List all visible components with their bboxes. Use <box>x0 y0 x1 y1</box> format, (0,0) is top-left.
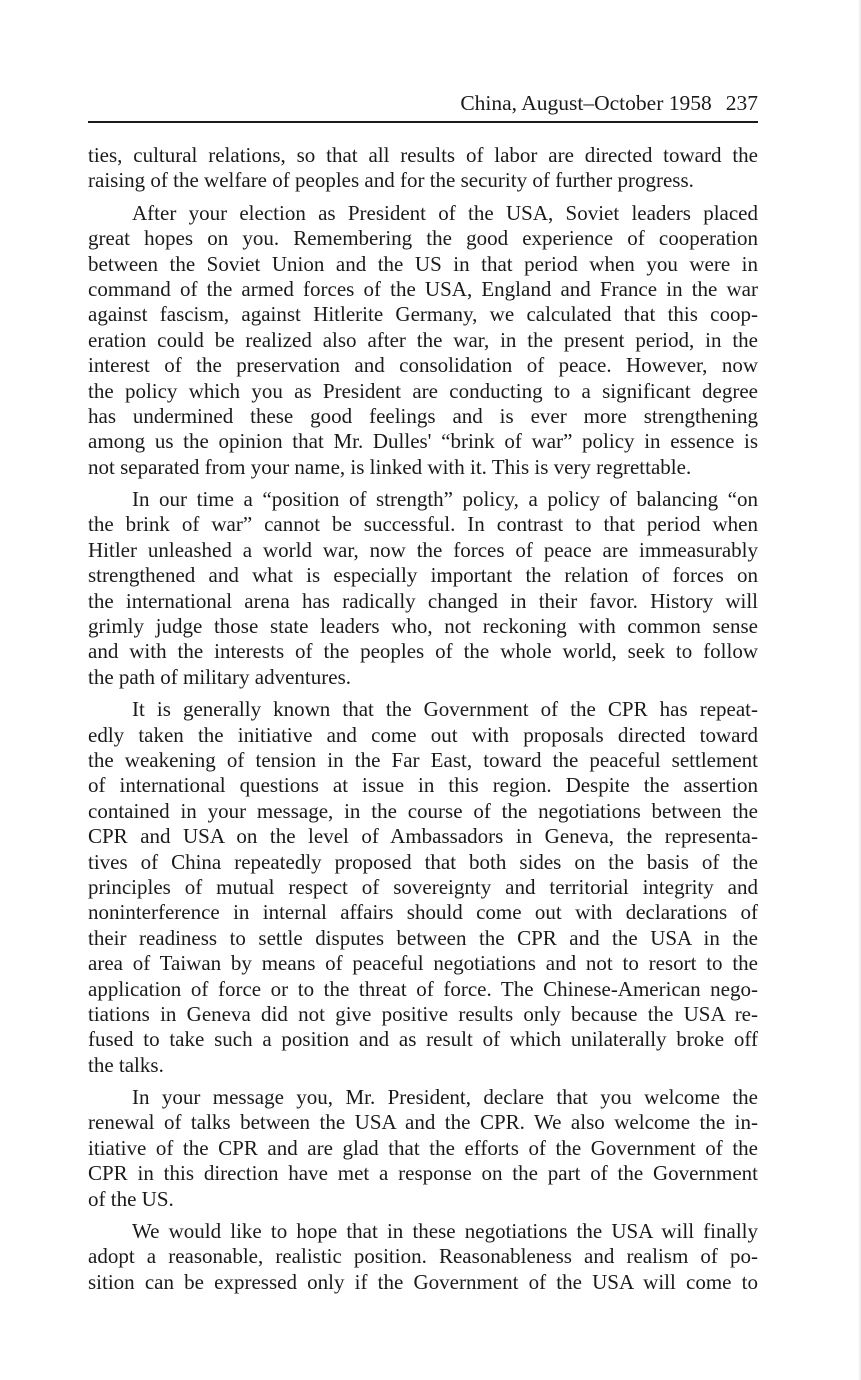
text-line: has undermined these good feelings and is ever more strengthening <box>88 403 758 428</box>
paragraph <box>88 1219 758 1295</box>
text-line: Hitler unleashed a world war, now the forces of peace are immeasurably <box>88 537 758 562</box>
text-line: and with the interests of the peoples of the whole world, seek to follow <box>88 639 758 664</box>
text-line: strengthened and what is especially important the relation of forces on <box>88 563 758 588</box>
paragraph <box>88 201 758 480</box>
text-line: the weakening of tension in the Far East, toward the peaceful settlement <box>88 747 758 772</box>
page-number: 237 <box>725 91 758 115</box>
text-line: After your election as President of the USA, Soviet leaders placed <box>132 200 758 225</box>
text-line: contained in your message, in the course of the negotiations between the <box>88 798 758 823</box>
text-line: interest of the preservation and consolidation of peace. However, now <box>88 353 758 378</box>
text-line: the policy which you as President are conducting to a significant degree <box>88 378 758 403</box>
text-line: against fascism, against Hitlerite Germany, we calculated that this coop- <box>88 302 758 327</box>
text-line: not separated from your name, is linked with it. This is very regrettable. <box>88 454 692 479</box>
text-line: tiations in Geneva did not give positive results only because the USA re- <box>88 1001 758 1026</box>
text-line: between the Soviet Union and the US in that period when you were in <box>88 251 758 276</box>
text-line: grimly judge those state leaders who, not reckoning with common sense <box>88 614 758 639</box>
text-line: ties, cultural relations, so that all results of labor are directed toward the <box>88 143 758 167</box>
text-line: the brink of war” cannot be successful. In contrast to that period when <box>88 512 758 537</box>
running-header <box>88 88 758 123</box>
paragraph <box>88 487 758 690</box>
text-line: It is generally known that the Government of the CPR has repeat- <box>132 697 758 722</box>
text-line: application of force or to the threat of force. The Chinese-American nego- <box>88 976 758 1001</box>
text-line: In our time a “position of strength” policy, a policy of balancing “on <box>132 487 758 512</box>
text-line: In your message you, Mr. President, declare that you welcome the <box>132 1085 758 1110</box>
text-line: edly taken the initiative and come out with proposals directed toward <box>88 722 758 747</box>
text-line: of international questions at issue in this region. Despite the assertion <box>88 773 758 798</box>
text-line: principles of mutual respect of sovereignty and territorial integrity and <box>88 874 758 899</box>
paragraph <box>88 143 758 194</box>
text-line: the path of military adventures. <box>88 664 352 689</box>
text-line: among us the opinion that Mr. Dulles' “brink of war” policy in essence is <box>88 429 758 454</box>
text-line: the international arena has radically changed in their favor. History will <box>88 588 758 613</box>
text-line: fused to take such a position and as result of which unilaterally broke off <box>88 1027 758 1052</box>
text-line: We would like to hope that in these negotiations the USA will finally <box>132 1219 758 1244</box>
text-line: great hopes on you. Remembering the good experience of cooperation <box>88 226 758 251</box>
text-line: renewal of talks between the USA and the CPR. We also welcome the in- <box>88 1110 758 1135</box>
text-line: eration could be realized also after the war, in the present period, in the <box>88 327 758 352</box>
text-line: CPR and USA on the level of Ambassadors in Geneva, the representa- <box>88 824 758 849</box>
text-line: tives of China repeatedly proposed that both sides on the basis of the <box>88 849 758 874</box>
text-line: area of Taiwan by means of peaceful negotiations and not to resort to the <box>88 951 758 976</box>
text-line: adopt a reasonable, realistic position. Reasonableness and realism of po- <box>88 1244 758 1269</box>
text-line: CPR in this direction have met a response on the part of the Government <box>88 1161 758 1186</box>
text-line: command of the armed forces of the USA, England and France in the war <box>88 276 758 301</box>
paragraph <box>88 1085 758 1212</box>
running-title: China, August–October 1958 <box>460 91 712 115</box>
text-line: raising of the welfare of peoples and for the security of further progress. <box>88 168 694 193</box>
text-line: of the US. <box>88 1186 174 1211</box>
text-line: their readiness to settle disputes between the CPR and the USA in the <box>88 925 758 950</box>
text-line: noninterference in internal affairs should come out with declarations of <box>88 900 758 925</box>
text-line: itiative of the CPR and are glad that the efforts of the Government of the <box>88 1135 758 1160</box>
text-line: sition can be expressed only if the Government of the USA will come to <box>88 1269 758 1294</box>
text-line: the talks. <box>88 1052 164 1077</box>
body-text <box>88 143 758 1302</box>
paragraph <box>88 697 758 1078</box>
